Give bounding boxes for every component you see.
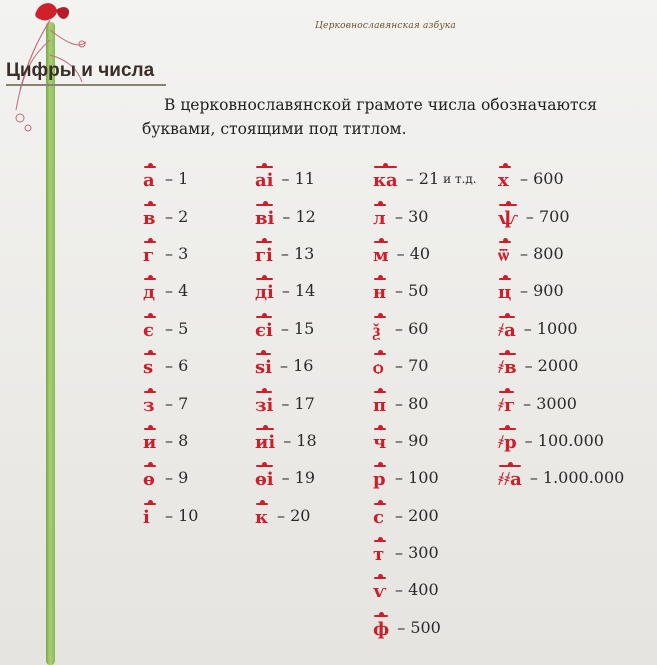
numeral-column-3 [373,160,477,646]
section-title: Цифры и числа [6,60,155,81]
numeral-value: – 80 [395,393,429,413]
numeral-row [373,384,477,421]
numeral-row [498,422,624,459]
numeral-column-2 [255,160,317,534]
numeral-glyph: иі [255,428,275,453]
numeral-glyph: ѿ [498,241,512,266]
numeral-glyph: ц [498,278,512,303]
numeral-row [255,197,317,234]
numeral-glyph: п [373,391,387,416]
numeral-value: – 21 [405,169,440,189]
numeral-glyph: л [373,204,387,229]
numeral-value: – 200 [395,505,439,525]
numeral-value: – 90 [395,430,429,450]
numeral-row [143,272,198,309]
numeral-row [143,197,198,234]
numeral-row [373,197,477,234]
numeral-row [255,310,317,347]
intro-paragraph: В церковнославянской грамоте числа обозначаются буквами, стоящими под титлом. [142,96,598,138]
numeral-row [373,160,477,197]
numeral-glyph: ҂а [498,316,516,341]
numeral-value: – 700 [525,206,570,226]
numeral-value: – 300 [395,543,439,563]
numeral-glyph: с [373,503,387,528]
numeral-glyph: ѕ [143,353,157,378]
numeral-glyph: ѯ [373,316,387,341]
numeral-value: – 11 [281,169,315,189]
numeral-glyph: т [373,540,387,565]
numeral-value: – 20 [277,505,311,525]
numeral-glyph: р [373,465,387,490]
numeral-value: – 3 [165,243,189,263]
numeral-row [255,459,317,496]
numeral-glyph: ѕі [255,353,272,378]
numeral-glyph: ҂҂а [498,465,522,490]
numeral-glyph: з [143,391,157,416]
book-title: Церковнославянская азбука [315,21,456,31]
numeral-row [373,235,477,272]
numeral-note: и т.д. [443,171,477,186]
numeral-row [498,235,624,272]
numeral-row [498,272,624,309]
numeral-row [373,534,477,571]
numeral-row [143,422,198,459]
numeral-value: – 400 [395,580,439,600]
numeral-glyph: ѵ [373,577,387,602]
numeral-glyph: ві [255,204,274,229]
numeral-glyph: х [498,166,512,191]
numeral-value: – 6 [165,356,189,376]
numeral-value: – 17 [281,393,315,413]
numeral-value: – 15 [280,318,315,338]
numeral-glyph: г [143,241,157,266]
numeral-row [255,384,317,421]
numeral-glyph: в [143,204,157,229]
numeral-value: – 7 [165,393,189,413]
numeral-row [373,310,477,347]
numeral-glyph: є [143,316,157,341]
numeral-row [373,272,477,309]
numeral-value: – 30 [395,206,429,226]
numeral-glyph: аі [255,166,274,191]
numeral-row [143,347,198,384]
numeral-value: – 8 [165,430,189,450]
numeral-row [255,272,317,309]
numeral-glyph: а [143,166,157,191]
numeral-glyph: ѳ [143,465,157,490]
numeral-value: – 50 [395,281,429,301]
numeral-row [143,310,198,347]
numeral-row [143,235,198,272]
numeral-row [255,347,317,384]
numeral-value: – 900 [520,281,564,301]
numeral-row [498,347,624,384]
numeral-value: – 70 [395,356,429,376]
numeral-value: – 1 [165,169,189,189]
numeral-row [373,422,477,459]
numeral-value: – 500 [397,617,441,637]
numeral-value: – 18 [283,430,317,450]
numeral-value: – 60 [395,318,429,338]
numeral-value: – 3000 [523,393,577,413]
numeral-row [255,497,317,534]
numeral-row [373,347,477,384]
numeral-row [143,497,198,534]
numeral-row [498,197,624,234]
numeral-glyph: м [373,241,389,266]
numeral-glyph: ч [373,428,387,453]
numeral-value: – 600 [520,169,564,189]
numeral-value: – 4 [165,281,189,301]
numeral-row [498,160,624,197]
numeral-row [255,422,317,459]
numeral-glyph: єі [255,316,273,341]
numeral-value: – 16 [279,356,314,376]
numeral-value: – 10 [165,505,199,525]
numeral-row [373,497,477,534]
numeral-value: – 40 [396,243,431,263]
numeral-row [255,235,317,272]
numeral-glyph: гі [255,241,273,266]
numeral-value: – 13 [280,243,315,263]
numeral-glyph: ҂г [498,391,515,416]
numeral-glyph: к [255,503,269,528]
numeral-value: – 1000 [523,318,578,338]
numeral-glyph: і [143,503,157,528]
title-underline [6,84,166,86]
numeral-row [373,571,477,608]
numeral-glyph: и [143,428,157,453]
numeral-value: – 12 [282,206,316,226]
numeral-row [373,609,477,646]
numeral-row [143,459,198,496]
numeral-row [143,384,198,421]
numeral-glyph: ді [255,278,274,303]
numeral-value: – 14 [281,281,316,301]
numeral-glyph: ѳі [255,465,274,490]
numeral-glyph: ѻ [373,353,387,378]
numeral-value: – 100 [395,468,439,488]
numeral-row [498,310,624,347]
numeral-row [498,459,624,496]
numeral-row [255,160,317,197]
numeral-value: – 1.000.000 [529,468,625,488]
numeral-row [498,384,624,421]
numeral-value: – 800 [520,243,564,263]
numeral-value: – 19 [281,468,316,488]
numeral-glyph: д [143,278,157,303]
numeral-glyph: ф [373,615,389,640]
numeral-glyph: н [373,278,387,303]
numeral-value: – 2 [165,206,189,226]
numeral-glyph: ка [373,166,398,191]
numeral-column-4 [498,160,624,497]
numeral-row [373,459,477,496]
numeral-glyph: ҂в [498,353,517,378]
numeral-glyph: зі [255,391,273,416]
numeral-glyph: ҂р [498,428,517,453]
numeral-value: – 100.000 [524,430,604,450]
numeral-glyph: ѱ [498,204,518,229]
numeral-row [143,160,198,197]
numeral-value: – 9 [165,468,189,488]
numeral-value: – 5 [165,318,189,338]
numeral-column-1 [143,160,198,534]
numeral-value: – 2000 [524,356,579,376]
